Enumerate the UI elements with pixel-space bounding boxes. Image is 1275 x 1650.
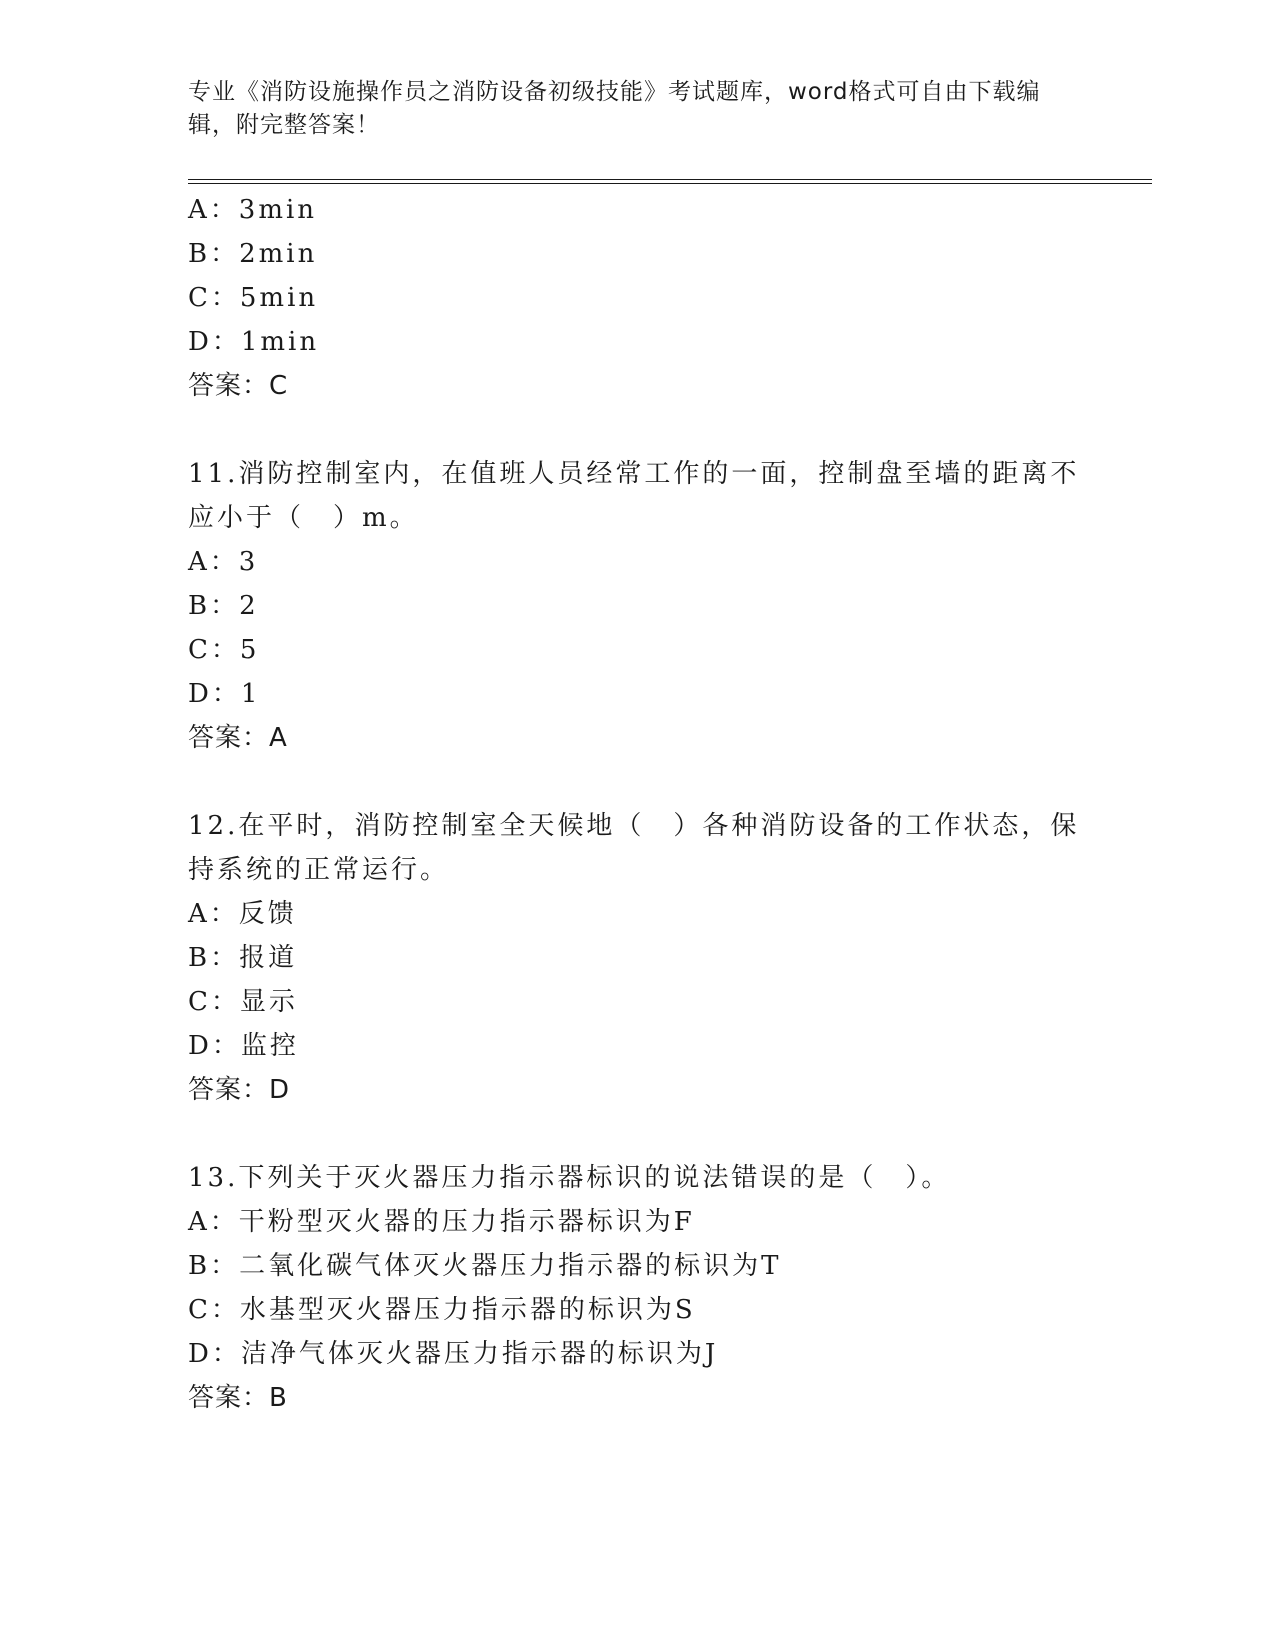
option-a: A：3min [188,195,318,225]
question-11-line-2: 应小于（ ）m。 [188,503,419,533]
header-line-1: 专业《消防设施操作员之消防设备初级技能》考试题库，word格式可自由下载编 [188,79,1041,105]
document-header [188,76,1068,142]
header-line-2: 辑，附完整答案！ [188,112,380,138]
question-12-option-d: D：监控 [188,1031,299,1061]
answer-line: 答案：C [188,371,289,401]
question-13-line-1: 13.下列关于灭火器压力指示器标识的说法错误的是（ ）。 [188,1163,951,1193]
header-divider [188,179,1152,184]
question-13-answer: 答案：B [188,1383,288,1413]
question-13-option-b: B：二氧化碳气体灭火器压力指示器的标识为T [188,1251,782,1281]
question-13-option-a: A：干粉型灭火器的压力指示器标识为F [188,1207,695,1237]
question-11-answer: 答案：A [188,723,288,753]
question-11-line-1: 11.消防控制室内，在值班人员经常工作的一面，控制盘至墙的距离不 [188,459,1080,489]
question-11-option-b: B：2 [188,591,259,621]
option-c: C：5min [188,283,319,313]
question-11-option-a: A：3 [188,547,259,577]
question-13-option-d: D：洁净气体灭火器压力指示器的标识为J [188,1339,719,1369]
question-11-option-c: C：5 [188,635,260,665]
question-13-option-c: C：水基型灭火器压力指示器的标识为S [188,1295,696,1325]
question-12-line-1: 12.在平时，消防控制室全天候地（ ）各种消防设备的工作状态，保 [188,811,1080,841]
option-d: D：1min [188,327,320,357]
question-12-answer: 答案：D [188,1075,291,1105]
question-12-option-c: C：显示 [188,987,298,1017]
option-b: B：2min [188,239,318,269]
question-11-option-d: D：1 [188,679,261,709]
question-12-line-2: 持系统的正常运行。 [188,855,450,885]
question-12-option-b: B：报道 [188,943,298,973]
question-12-option-a: A：反馈 [188,899,297,929]
